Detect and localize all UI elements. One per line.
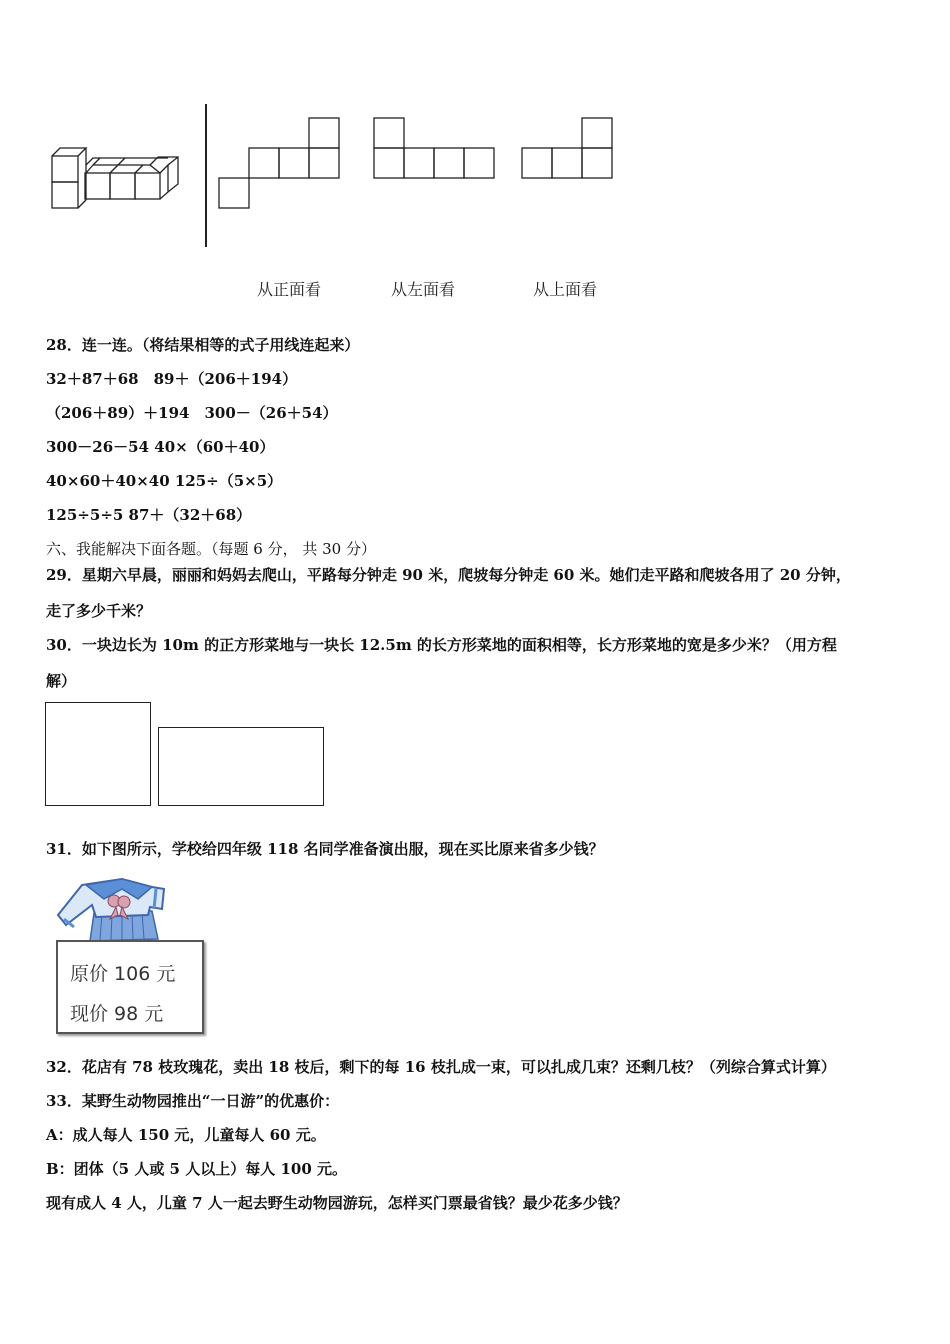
- top-view-label: 从上面看: [533, 280, 598, 299]
- figure-divider: [205, 104, 207, 247]
- q30-line-1: 30．一块边长为 10m 的正方形菜地与一块长 12.5m 的长方形菜地的面积相等，长方形菜地的宽是多少米？（用方程: [46, 636, 837, 654]
- left-view-label: 从左面看: [391, 280, 456, 299]
- original-price: 原价 106 元: [70, 963, 176, 985]
- front-view-grid: [218, 117, 340, 210]
- q33-title: 33．某野生动物园推出“一日游”的优惠价：: [46, 1092, 340, 1110]
- q29-line-1: 29．星期六早晨，丽丽和妈妈去爬山，平路每分钟走 90 米，爬坡每分钟走 60 米。她们走平路和爬坡各用了 20 分钟，: [46, 566, 851, 584]
- q30-line-2: 解）: [46, 672, 77, 690]
- q33-option-b: B：团体（5 人或 5 人以上）每人 100 元。: [46, 1160, 347, 1178]
- rectangle-plot-shape: [158, 727, 324, 806]
- q33-option-a: A：成人每人 150 元，儿童每人 60 元。: [46, 1126, 326, 1144]
- front-view-label: 从正面看: [257, 280, 322, 299]
- cube-solid-figure: [40, 140, 190, 220]
- q31-text: 31．如下图所示，学校给四年级 118 名同学准备演出服，现在买比原来省多少钱？: [46, 840, 604, 858]
- left-view-grid: [373, 117, 496, 180]
- costume-illustration: [52, 875, 172, 943]
- price-card: [56, 940, 204, 1034]
- current-price: 现价 98 元: [70, 1003, 164, 1025]
- square-plot-shape: [45, 702, 151, 806]
- q28-line-3: 300－26－54 40×（60＋40）: [46, 438, 275, 456]
- section-6-heading: 六、我能解决下面各题。（每题 6 分， 共 30 分）: [46, 540, 376, 558]
- q28-line-1: 32＋87＋68 89＋（206＋194）: [46, 370, 298, 388]
- q28-line-5: 125÷5÷5 87＋（32＋68）: [46, 506, 252, 524]
- top-view-grid: [521, 117, 614, 180]
- q29-line-2: 走了多少千米？: [46, 602, 152, 620]
- q28-line-4: 40×60＋40×40 125÷（5×5）: [46, 472, 283, 490]
- q32-text: 32．花店有 78 枝玫瑰花，卖出 18 枝后，剩下的每 16 枝扎成一束，可以扎成几束？还剩几枝？（列综合算式计算）: [46, 1058, 836, 1076]
- q33-question: 现有成人 4 人，儿童 7 人一起去野生动物园游玩，怎样买门票最省钱？最少花多少钱？: [46, 1194, 628, 1212]
- q28-line-2: （206＋89）＋194 300－（26＋54）: [46, 404, 338, 422]
- q28-title: 28．连一连。（将结果相等的式子用线连起来）: [46, 336, 360, 354]
